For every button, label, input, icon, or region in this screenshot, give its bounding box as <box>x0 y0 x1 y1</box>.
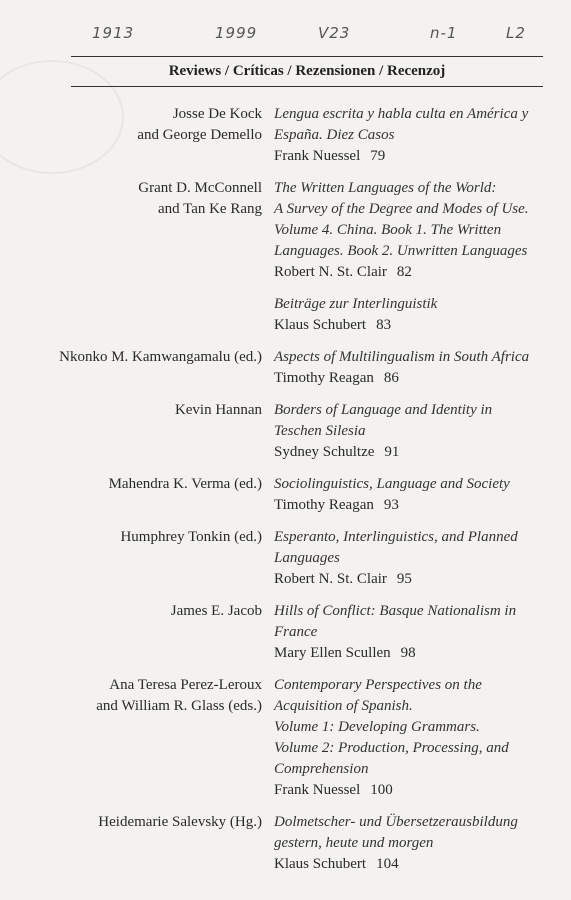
book-title-line: The Written Languages of the World: <box>274 180 497 196</box>
book-title-line: Aspects of Multilingualism in South Africa <box>274 349 530 365</box>
review-entry <box>0 400 571 463</box>
book-author <box>0 400 262 463</box>
book-title-line: Contemporary Perspectives on the <box>274 677 482 693</box>
book-author <box>0 601 262 664</box>
reviewed-work <box>274 294 544 336</box>
author-line: Heidemarie Salevsky (Hg.) <box>98 814 262 830</box>
page-number: 98 <box>400 645 416 661</box>
book-title-line: Teschen Silesia <box>274 423 366 439</box>
bleed-through-text <box>60 770 320 840</box>
reviewed-work <box>274 104 544 167</box>
author-line: Kevin Hannan <box>174 402 262 418</box>
reviewer-line <box>274 643 544 664</box>
author-line: and George Demello <box>137 127 262 143</box>
reviewer-line <box>274 146 544 167</box>
reviewer-name: Frank Nuessel <box>274 148 361 164</box>
book-title-line: Acquisition of Spanish. <box>274 698 413 714</box>
handwritten-note: V23 <box>318 24 351 42</box>
reviewer-name: Mary Ellen Scullen <box>274 645 391 661</box>
book-author <box>0 294 262 336</box>
review-entry <box>0 601 571 664</box>
author-line: Mahendra K. Verma (ed.) <box>108 476 262 492</box>
page-number: 95 <box>396 571 412 587</box>
review-entry <box>0 527 571 590</box>
book-title-line: Dolmetscher- und Übersetzerausbildung <box>274 814 518 830</box>
book-author <box>0 104 262 167</box>
reviewer-name: Klaus Schubert <box>274 856 367 872</box>
reviewer-name: Sydney Schultze <box>274 444 375 460</box>
reviewer-line <box>274 495 544 516</box>
handwritten-note: n-1 <box>430 24 458 42</box>
author-line: Nkonko M. Kamwangamalu (ed.) <box>59 349 262 365</box>
book-title-line: France <box>274 624 318 640</box>
author-line: Grant D. McConnell <box>138 180 262 196</box>
author-line: Humphrey Tonkin (ed.) <box>120 529 262 545</box>
reviewer-line <box>274 442 544 463</box>
review-entry <box>0 104 571 167</box>
book-title-line: Volume 1: Developing Grammars. <box>274 719 480 735</box>
reviewer-name: Robert N. St. Clair <box>274 571 387 587</box>
reviewer-line <box>274 854 544 875</box>
book-title-line: Hills of Conflict: Basque Nationalism in <box>274 603 517 619</box>
author-line: Josse De Kock <box>172 106 262 122</box>
page-number: 93 <box>383 497 399 513</box>
handwritten-shelf-notes <box>0 24 571 48</box>
book-title-line: Beiträge zur Interlinguistik <box>274 296 438 312</box>
author-line: James E. Jacob <box>170 603 262 619</box>
book-title-line: Volume 4. China. Book 1. The Written <box>274 222 502 238</box>
book-title-line: Comprehension <box>274 761 369 777</box>
top-rule <box>71 56 543 57</box>
reviewed-work <box>274 400 544 463</box>
page-number: 91 <box>384 444 400 460</box>
reviewer-line <box>274 368 544 389</box>
book-author <box>0 527 262 590</box>
reviewer-line <box>274 569 544 590</box>
book-title-line: gestern, heute und morgen <box>274 835 434 851</box>
reviewed-work <box>274 527 544 590</box>
book-author <box>0 474 262 516</box>
reviewed-work <box>274 347 544 389</box>
handwritten-note: 1913 <box>92 24 135 42</box>
header-underline <box>71 86 543 87</box>
book-title-line: Languages <box>274 550 340 566</box>
page-number: 82 <box>396 264 412 280</box>
book-title-line: España. Diez Casos <box>274 127 395 143</box>
review-entry <box>0 294 571 336</box>
page-number: 100 <box>370 782 393 798</box>
reviewer-line <box>274 262 544 283</box>
review-entry <box>0 347 571 389</box>
reviewer-line <box>274 315 544 336</box>
author-line: Ana Teresa Perez-Leroux <box>109 677 262 693</box>
author-line: and William R. Glass (eds.) <box>96 698 262 714</box>
book-title-line: Lengua escrita y habla culta en América y <box>274 106 529 122</box>
book-title-line: Esperanto, Interlinguistics, and Planned <box>274 529 518 545</box>
book-title-line: Borders of Language and Identity in <box>274 402 493 418</box>
review-entry <box>0 178 571 283</box>
reviewed-work <box>274 178 544 283</box>
reviewed-work <box>274 601 544 664</box>
book-title-line: Sociolinguistics, Language and Society <box>274 476 510 492</box>
reviewed-work <box>274 474 544 516</box>
page-number: 79 <box>370 148 386 164</box>
review-list <box>0 104 571 886</box>
book-title-line: A Survey of the Degree and Modes of Use. <box>274 201 529 217</box>
page-number: 104 <box>376 856 399 872</box>
section-header: Reviews / Críticas / Rezensionen / Recenzoj <box>168 63 446 79</box>
page-number: 83 <box>376 317 392 333</box>
handwritten-note: L2 <box>506 24 526 42</box>
review-entry <box>0 474 571 516</box>
page-number: 86 <box>383 370 399 386</box>
author-line: and Tan Ke Rang <box>157 201 262 217</box>
book-title-line: Languages. Book 2. Unwritten Languages <box>274 243 528 259</box>
reviewer-name: Klaus Schubert <box>274 317 367 333</box>
reviewer-name: Timothy Reagan <box>274 370 374 386</box>
book-author <box>0 347 262 389</box>
reviewer-name: Timothy Reagan <box>274 497 374 513</box>
reviewer-name: Robert N. St. Clair <box>274 264 387 280</box>
book-author <box>0 178 262 283</box>
book-title-line: Volume 2: Production, Processing, and <box>274 740 509 756</box>
handwritten-note: 1999 <box>215 24 258 42</box>
reviewer-name: Frank Nuessel <box>274 782 361 798</box>
